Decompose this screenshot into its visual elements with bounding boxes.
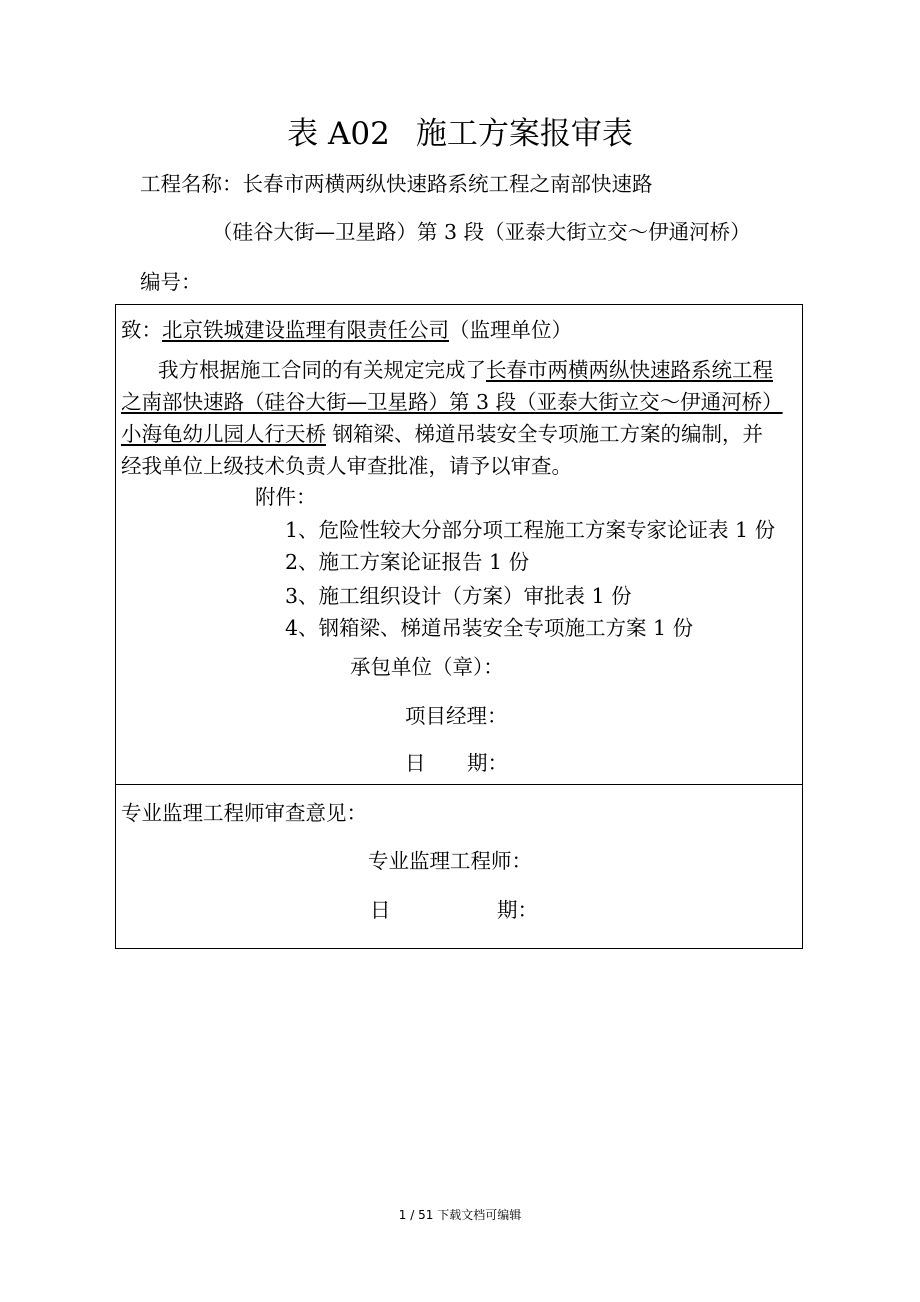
body-line3-plain: 钢箱梁、梯道吊装安全专项施工方案的编制，并: [326, 422, 764, 446]
body-line3-underlined: 小海龟幼儿园人行天桥: [121, 422, 326, 446]
project-name-line2: （硅谷大街—卫星路）第 3 段（亚泰大街立交～伊通河桥）: [212, 220, 751, 244]
review-opinion-label: 专业监理工程师审查意见：: [121, 801, 367, 825]
contractor-seal-label: 承包单位（章）：: [350, 655, 504, 679]
attachment-item: 1、危险性较大分部分项工程施工方案专家论证表 1 份: [285, 518, 776, 542]
body-line-4: 经我单位上级技术负责人审查批准，请予以审查。: [121, 454, 572, 478]
attachment-item: 2、施工方案论证报告 1 份: [285, 550, 530, 574]
contractor-date-label-period: 期：: [467, 751, 508, 775]
project-manager-label: 项目经理：: [405, 704, 508, 728]
attachment-item: 4、钢箱梁、梯道吊装安全专项施工方案 1 份: [285, 616, 694, 640]
title-main: 施工方案报审表: [415, 116, 633, 152]
body-line-2: 之南部快速路（硅谷大街—卫星路）第 3 段（亚泰大街立交～伊通河桥）: [121, 390, 783, 414]
attachments-label: 附件：: [255, 485, 317, 509]
project-name-line1: 工程名称：长春市两横两纵快速路系统工程之南部快速路: [140, 172, 653, 196]
body-line1-underlined: 长春市两横两纵快速路系统工程: [486, 358, 773, 382]
review-date-label-day: 日: [370, 898, 391, 922]
attachment-item: 3、施工组织设计（方案）审批表 1 份: [285, 584, 632, 608]
review-date-label-period: 期：: [497, 898, 538, 922]
document-title: [0, 112, 920, 156]
form-row-divider: [115, 784, 803, 785]
contractor-date-label-day: 日: [405, 751, 426, 775]
page-footer: 1 / 51 下载文档可编辑: [398, 1208, 522, 1222]
title-prefix: 表 A02: [287, 116, 390, 152]
addressee-line: [121, 314, 572, 346]
body-line-1: [158, 354, 773, 386]
number-label: 编号：: [140, 270, 202, 294]
body-line-3: [121, 418, 763, 450]
supervising-engineer-label: 专业监理工程师：: [368, 849, 532, 873]
to-suffix: （监理单位）: [449, 318, 572, 342]
body-line1-plain: 我方根据施工合同的有关规定完成了: [158, 358, 486, 382]
supervisor-company: 北京铁城建设监理有限责任公司: [162, 318, 449, 342]
to-prefix: 致：: [121, 318, 162, 342]
